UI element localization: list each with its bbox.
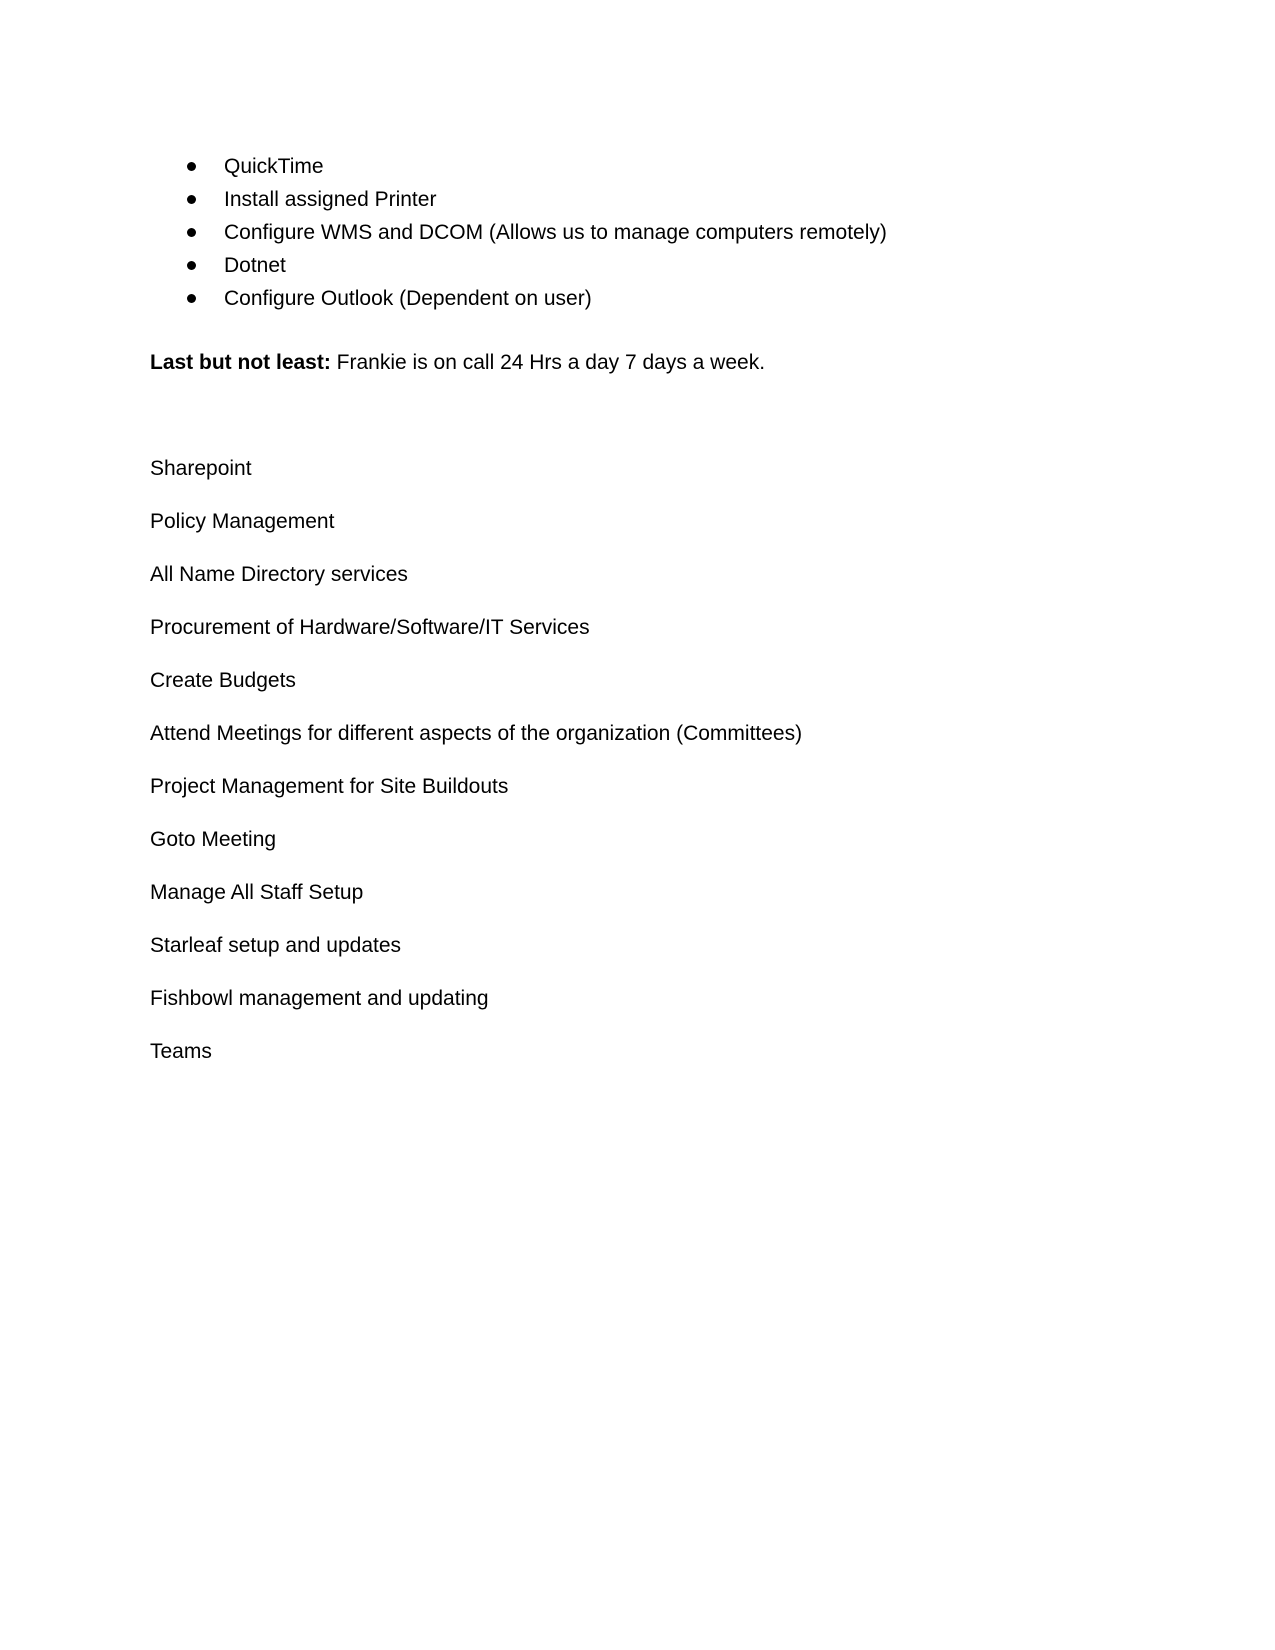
bullet-text: Dotnet (224, 254, 286, 277)
bullet-text: Configure WMS and DCOM (Allows us to manage computers remotely) (224, 221, 887, 244)
list-item: Goto Meeting (150, 828, 277, 851)
list-item: Create Budgets (150, 669, 296, 692)
list-item: Project Management for Site Buildouts (150, 775, 509, 798)
bullet-icon (187, 294, 196, 303)
list-item: Teams (150, 1040, 212, 1063)
bullet-text: Install assigned Printer (224, 188, 437, 211)
list-item: Procurement of Hardware/Software/IT Services (150, 616, 590, 639)
list-item: Policy Management (150, 510, 335, 533)
closing-lead: Last but not least: (150, 351, 331, 374)
bullet-icon (187, 162, 196, 171)
list-item: Manage All Staff Setup (150, 881, 364, 904)
list-item: Fishbowl management and updating (150, 987, 489, 1010)
closing-text: Frankie is on call 24 Hrs a day 7 days a week. (330, 351, 766, 374)
bullet-icon (187, 195, 196, 204)
bullet-list (150, 150, 887, 315)
bullet-item (150, 183, 887, 216)
bullet-icon (187, 228, 196, 237)
bullet-icon (187, 261, 196, 270)
bullet-item (150, 216, 887, 249)
list-item: Sharepoint (150, 457, 252, 480)
list-item: Attend Meetings for different aspects of the organization (Committees) (150, 722, 803, 745)
list-item: All Name Directory services (150, 563, 408, 586)
bullet-text: QuickTime (224, 155, 324, 178)
bullet-item (150, 282, 887, 315)
bullet-item (150, 249, 887, 282)
list-item: Starleaf setup and updates (150, 934, 402, 957)
responsibilities-list (150, 452, 802, 1088)
bullet-text: Configure Outlook (Dependent on user) (224, 287, 592, 310)
bullet-item (150, 150, 887, 183)
closing-paragraph (150, 346, 765, 379)
